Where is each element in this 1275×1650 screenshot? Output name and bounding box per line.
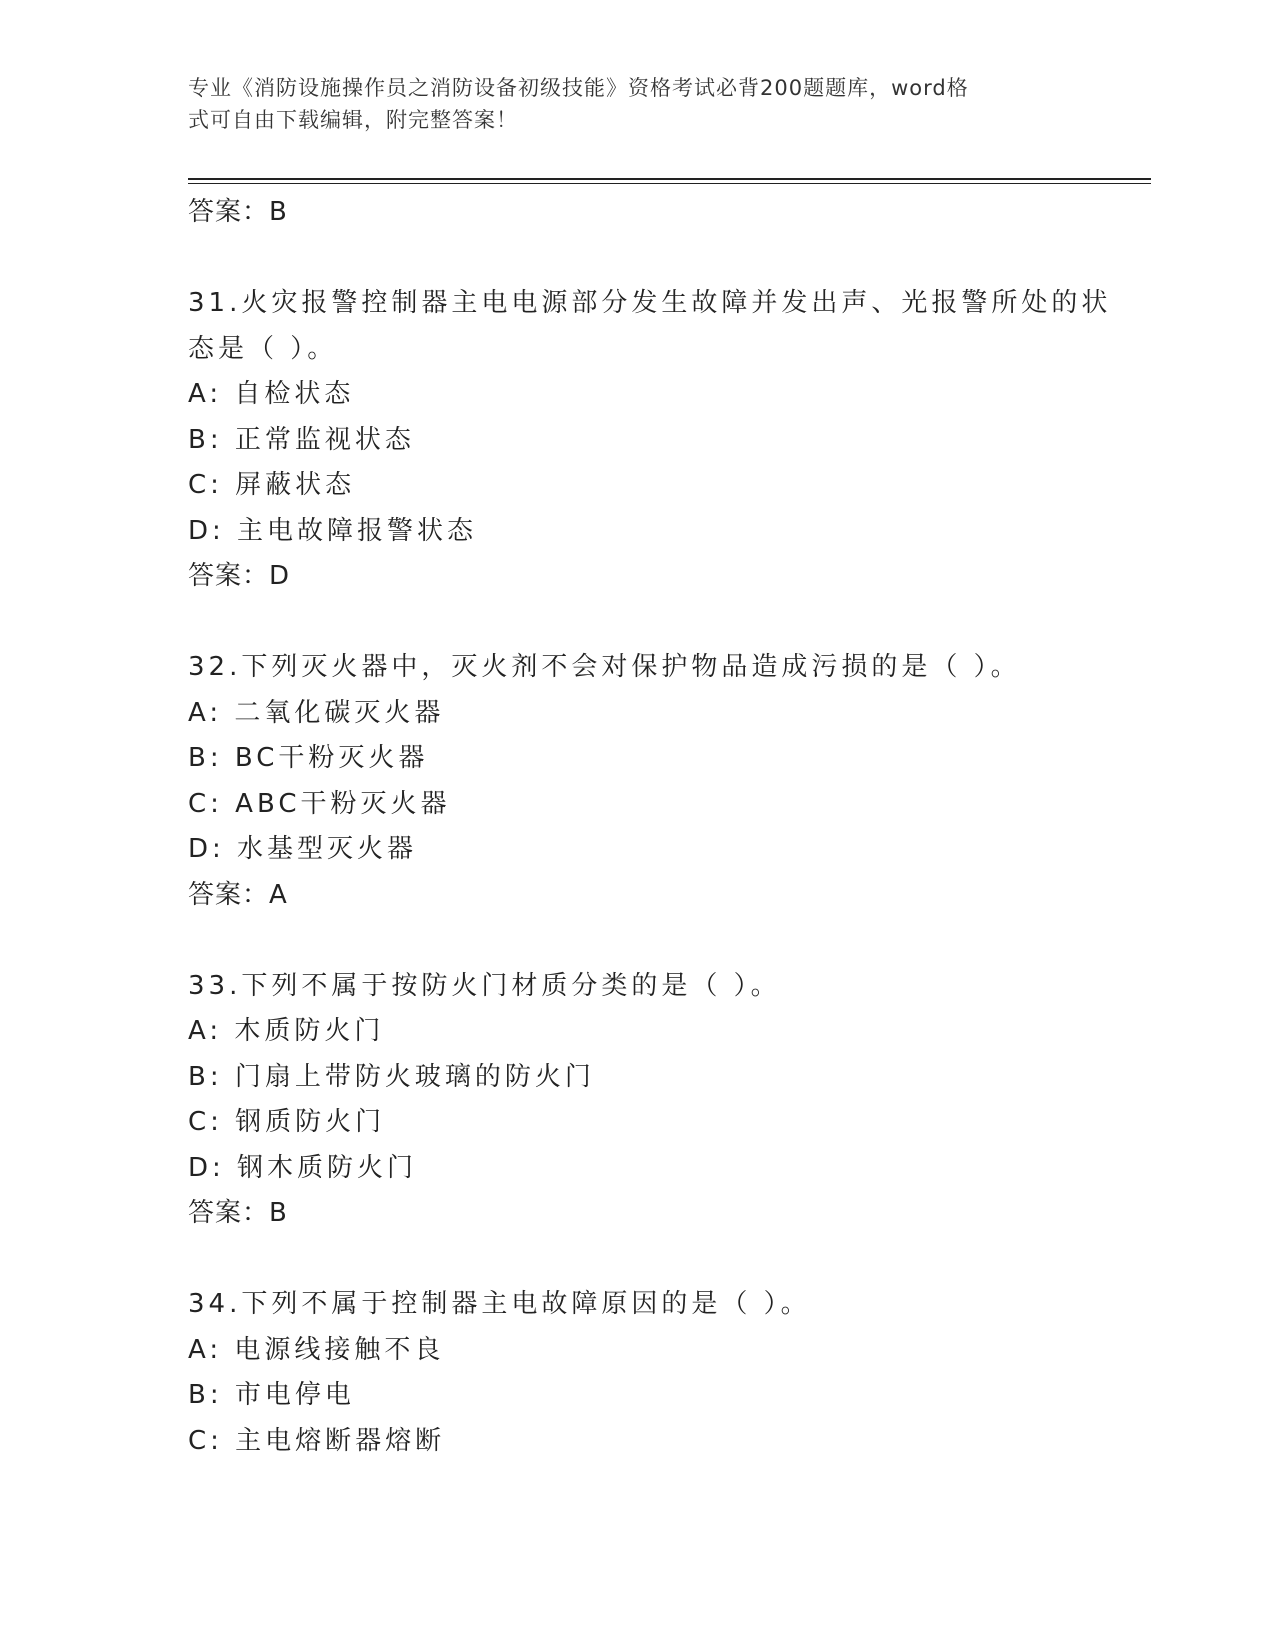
header-divider-thick <box>188 178 1151 180</box>
question-stem: 32.下列灭火器中，灭火剂不会对保护物品造成污损的是（ ）。 <box>188 652 1021 682</box>
question-32 <box>188 645 1088 918</box>
option-a: A: 电源线接触不良 <box>188 1334 445 1365</box>
option-b: B: 正常监视状态 <box>188 424 415 455</box>
option-b: B: BC干粉灭火器 <box>188 743 429 773</box>
option-a: A: 自检状态 <box>188 379 355 409</box>
header-line-1: 专业《消防设施操作员之消防设备初级技能》资格考试必背200题题库，word格 <box>188 76 969 100</box>
option-d: D: 主电故障报警状态 <box>188 515 478 546</box>
option-d: D: 水基型灭火器 <box>188 834 418 864</box>
question-stem: 31.火灾报警控制器主电电源部分发生故障并发出声、光报警所处的状 <box>188 288 1112 318</box>
option-c: C: 钢质防火门 <box>188 1107 386 1137</box>
option-b: B: 市电停电 <box>188 1380 355 1410</box>
option-c: C: ABC干粉灭火器 <box>188 788 451 819</box>
question-stem: 34.下列不属于控制器主电故障原因的是（ ）。 <box>188 1289 811 1319</box>
option-b: B: 门扇上带防火玻璃的防火门 <box>188 1061 595 1092</box>
question-list <box>188 190 1112 1464</box>
answer: 答案：D <box>188 561 291 591</box>
option-c: C: 屏蔽状态 <box>188 470 356 500</box>
option-a: A: 二氧化碳灭火器 <box>188 697 445 728</box>
question-31 <box>188 281 1112 600</box>
prev-answer: 答案：B <box>188 197 288 227</box>
question-stem: 33.下列不属于按防火门材质分类的是（ ）。 <box>188 970 781 1001</box>
header-divider-thin <box>188 183 1151 184</box>
option-c: C: 主电熔断器熔断 <box>188 1425 446 1456</box>
question-34 <box>188 1282 1088 1464</box>
answer: 答案：B <box>188 1198 288 1228</box>
page-header <box>188 72 1068 136</box>
header-line-2: 式可自由下载编辑，附完整答案！ <box>188 108 518 132</box>
question-33 <box>188 964 1088 1237</box>
option-a: A: 木质防火门 <box>188 1016 385 1046</box>
answer: 答案：A <box>188 879 288 910</box>
question-stem-cont: 态是（ ）。 <box>188 333 338 364</box>
option-d: D: 钢木质防火门 <box>188 1152 418 1183</box>
